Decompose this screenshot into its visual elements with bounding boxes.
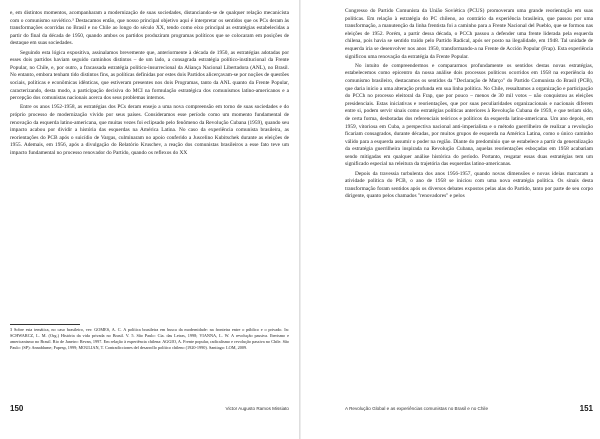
paragraph: No intuito de compreendermos e compararmos profundamente os sentidos destas novas estratégias, estabelecemos como epicentro da nossa análise dois processos políticos ocorridos em 1958 na experiência do comunismo brasileiro, destacamos os sentidos da "Declaração de Março" do Partido Comunista do Brasil (PCB), que daria início a uma alteração profunda em sua linha política. No Chile, ressaltamos a organização e participação do PCCh no processo eleitoral da Frap, que por pouco – menos de 30 mil votos – não conquistou as eleições presidenciais. Estas iniciativas e reorientações, que por suas peculiaridades organizacionais e nacionais diferem entre si, podem servir sinais como estratégias políticas anteriores à Revolução Cubana de 1959, e que teriam sido, de certa forma, desbotadas dos referenciais teóricos e políticos da esquerda latino-americana. Um ano depois, em 1959, vitoriosa em Cuba, a perspectiva nacional anti-imperialista e o método guerrilheiro de realizar a revolução ficariam consagrados, durante décadas, por muitos grupos de esquerda na América Latina, como o único caminho válido para a esquerda assumir o poder na região. Diante do predomínio que se estabelece a partir da generalização da estratégia guerrilheira inspirada na Revolução Cubana, aquelas reorientações esboçadas em 1958 acabariam sendo mitigadas em qualquer análise histórica do período. Portanto, resgatar essas duas estratégias tem um significado especial na releitura da trajetória das esquerdas latino-americanas. <box>345 62 593 168</box>
paragraph: Seguindo esta lógica expositiva, assinalamos brevemente que, anteriormente à década de 1950, as estratégias adotadas por esses dois partidos haviam seguido caminhos distintos – de um lado, a consagrada estratégia político-institucional da Frente Popular, no Chile, e, por outro, a fracassada estratégia político-insurrecional da Aliança Nacional Libertadora (ANL), no Brasil. No entanto, embora tenham tido distintos fins, as políticas definidas por estes dois Partidos alicerçavam-se por noções de questões sociais, políticas e econômicas idênticas, que estiveram presentes nos dois Programas, tanto da ANL quanto da Frente Popular, caracterizando, desta modo, a participação decisiva do MCI na formulação estratégica dos comunismos latino-americanos e a percepção dos comunistas nacionais acerca dos seus problemas internos. <box>10 49 289 102</box>
left-page-footer <box>10 404 289 414</box>
right-page-body <box>345 8 593 203</box>
footnote: 3 Sobre esta temática, no caso brasileiro, ver: GOMES, A. C. A política brasileira em busca da modernidade: na fronteira entre o público e o privado. In: SCHWARCZ, L. M. (Org.) História da vida privada no Brasil. V. 5. São Paulo: Cia. das Letras, 1998; VIANNA, L. W. A revolução passiva. Iberismo e americanismo no Brasil. Rio de Janeiro: Revan, 1997. Em relação à experiência chilena: AGGIO, A. Frente popular, radicalismo e revolução passiva no Chile. São Paulo: (SP): Annablume; Fapesp, 1999; MOULIAN, T. Contradicciones del desarrollo político chileno (1920-1990). Santiago: LOM, 2009. <box>10 327 289 350</box>
paragraph: Congresso do Partido Comunista da União Soviética (PCUS) promoveram uma grande reorientação em suas políticas. Em relação à estratégia do PC chileno, ao contrário da experiência brasileira, que passou por uma transformação, a manutenção da linha frentista foi a caminho para a Frente Nacional del Pueblo, que se formou nas eleições de 1952. Porém, a partir dessa década, o PCCh passou a defender uma frente liderada pela esquerda chilena, pois havia se sentido traído pelo Partido Radical, após ser posto na ilegalidade, em 1948. Tal unidade de esquerda iria se desenvolver nos anos 1950, transformando-a na Frente de Acción Popular (Frap). Esta experiência significou uma renovação da estratégia da Frente Popular. <box>345 8 593 60</box>
page-number: 150 <box>10 404 24 413</box>
right-page-footer <box>345 404 593 414</box>
paragraph: e, em distintos momentos, acompanharam a modernização de suas sociedades, distanciando-se de qualquer relação mecanicista com o comunismo soviético.³ Destacamos então, que nosso principal objetivo aqui é interpretar os sentidos que os PCs deram às transformações ocorridas no Brasil e no Chile ao longo do século XX, tendo como eixo principal as estratégias estabelecidas a partir do final da década de 1950, quando ambos os partidos produziram programas políticos que se colocaram em posições de destaque em suas sociedades. <box>10 10 289 47</box>
running-title: Victor Augusto Ramos Missiato <box>225 406 289 411</box>
running-title: A Revolução Global e as experiências comunistas no Brasil e no Chile <box>345 406 488 411</box>
left-page <box>0 0 299 439</box>
paragraph: Depois da travessia turbulenta dos anos 1956-1957, quando novas dimensões e novas ideias marcaram a atividade política do PCB, o ano de 1958 se iniciou com uma nova estratégia política. Os sinais desta transformação foram sentidos após os diversos debates expostos pelas alas do Partido, tanto por parte de seu corpo dirigente, quanto pelos chamados "renovadores" e pelos <box>345 170 593 200</box>
footnote-rule <box>10 324 80 325</box>
footnotes <box>10 324 289 351</box>
paragraph: Entre os anos 1952-1958, as estratégias dos PCs deram ensejo a uma nova compreensão em torno de suas sociedades e do próprio processo de modernização vivido por seus países. Consideramos esse período como um momento fundamental de renovação da esquerda latino-americana, que muitas vezes foi eclipsado pelo fenômeno da Revolução Cubana (1959), quando seu impacto acabou por dividir a história das esquerdas na América Latina. No caso da experiência comunista brasileira, as reorientações do PCB após o suicídio de Vargas, culminaram no apoio conferido a Juscelino Kubitschek durante as eleições de 1955. Ademais, em 1956, após a divulgação do Relatório Kruschev, a reação dos comunistas brasileiros a esse fato teve um impacto fundamental no processo renovador do Partido, quando os reflexos do XX <box>10 104 289 156</box>
page-number: 151 <box>579 404 593 413</box>
left-page-body <box>10 10 289 159</box>
right-page <box>301 0 600 439</box>
